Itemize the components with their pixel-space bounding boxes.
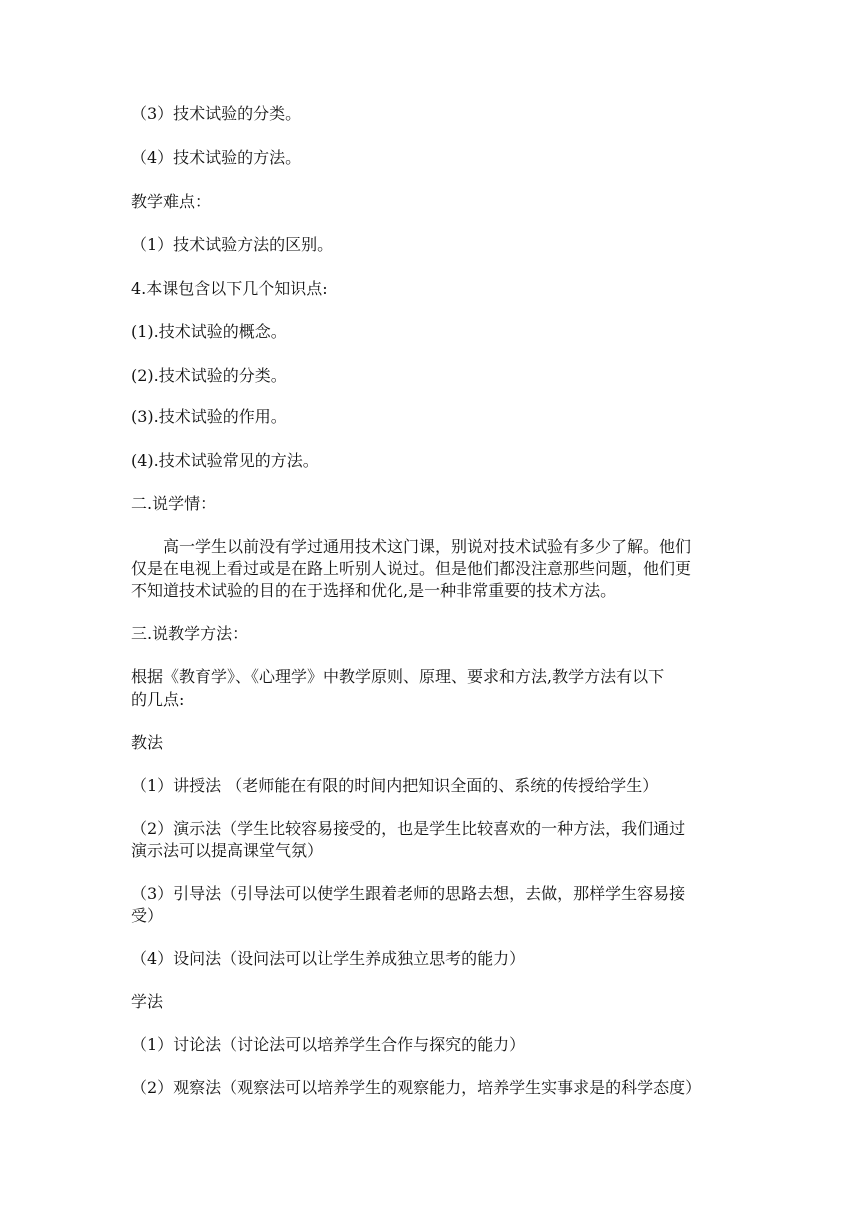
list-item: （4）设问法（设问法可以让学生养成独立思考的能力） xyxy=(131,949,526,968)
text-line: （1）技术试验方法的区别。 xyxy=(131,235,334,254)
list-item: (3).技术试验的作用。 xyxy=(131,407,287,426)
paragraph-line: 不知道技术试验的目的在于选择和优化,是一种非常重要的技术方法。 xyxy=(131,581,617,600)
list-item: （3）引导法（引导法可以使学生跟着老师的思路去想，去做，那样学生容易接 xyxy=(131,884,686,903)
paragraph-line: 的几点: xyxy=(131,690,185,709)
list-item: (2).技术试验的分类。 xyxy=(131,366,287,385)
section-heading: 教法 xyxy=(131,733,164,752)
list-item: 受） xyxy=(131,906,164,925)
list-item: (4).技术试验常见的方法。 xyxy=(131,451,319,470)
section-heading: 4.本课包含以下几个知识点: xyxy=(131,279,328,298)
section-heading: 教学难点： xyxy=(131,192,212,211)
paragraph-line: 高一学生以前没有学过通用技术这门课，别说对技术试验有多少了解。他们 xyxy=(163,537,692,556)
section-heading: 二.说学情： xyxy=(131,494,217,513)
paragraph-line: 仅是在电视上看过或是在路上听别人说过。但是他们都没注意那些问题，他们更 xyxy=(131,559,692,578)
section-heading: 学法 xyxy=(131,992,164,1011)
list-item: 演示法可以提高课堂气氛） xyxy=(131,841,324,860)
list-item: (1).技术试验的概念。 xyxy=(131,322,287,341)
paragraph-line: 根据《教育学》、《心理学》中教学原则、原理、要求和方法,教学方法有以下 xyxy=(131,667,665,686)
list-item: （1）讲授法 （老师能在有限的时间内把知识全面的、系统的传授给学生） xyxy=(131,776,659,795)
text-line: （4）技术试验的方法。 xyxy=(131,148,302,167)
text-line: （3）技术试验的分类。 xyxy=(131,104,302,123)
list-item: （2）观察法（观察法可以培养学生的观察能力，培养学生实事求是的科学态度） xyxy=(131,1078,702,1097)
list-item: （2）演示法（学生比较容易接受的，也是学生比较喜欢的一种方法，我们通过 xyxy=(131,819,686,838)
section-heading: 三.说教学方法： xyxy=(131,624,249,643)
list-item: （1）讨论法（讨论法可以培养学生合作与探究的能力） xyxy=(131,1035,526,1054)
